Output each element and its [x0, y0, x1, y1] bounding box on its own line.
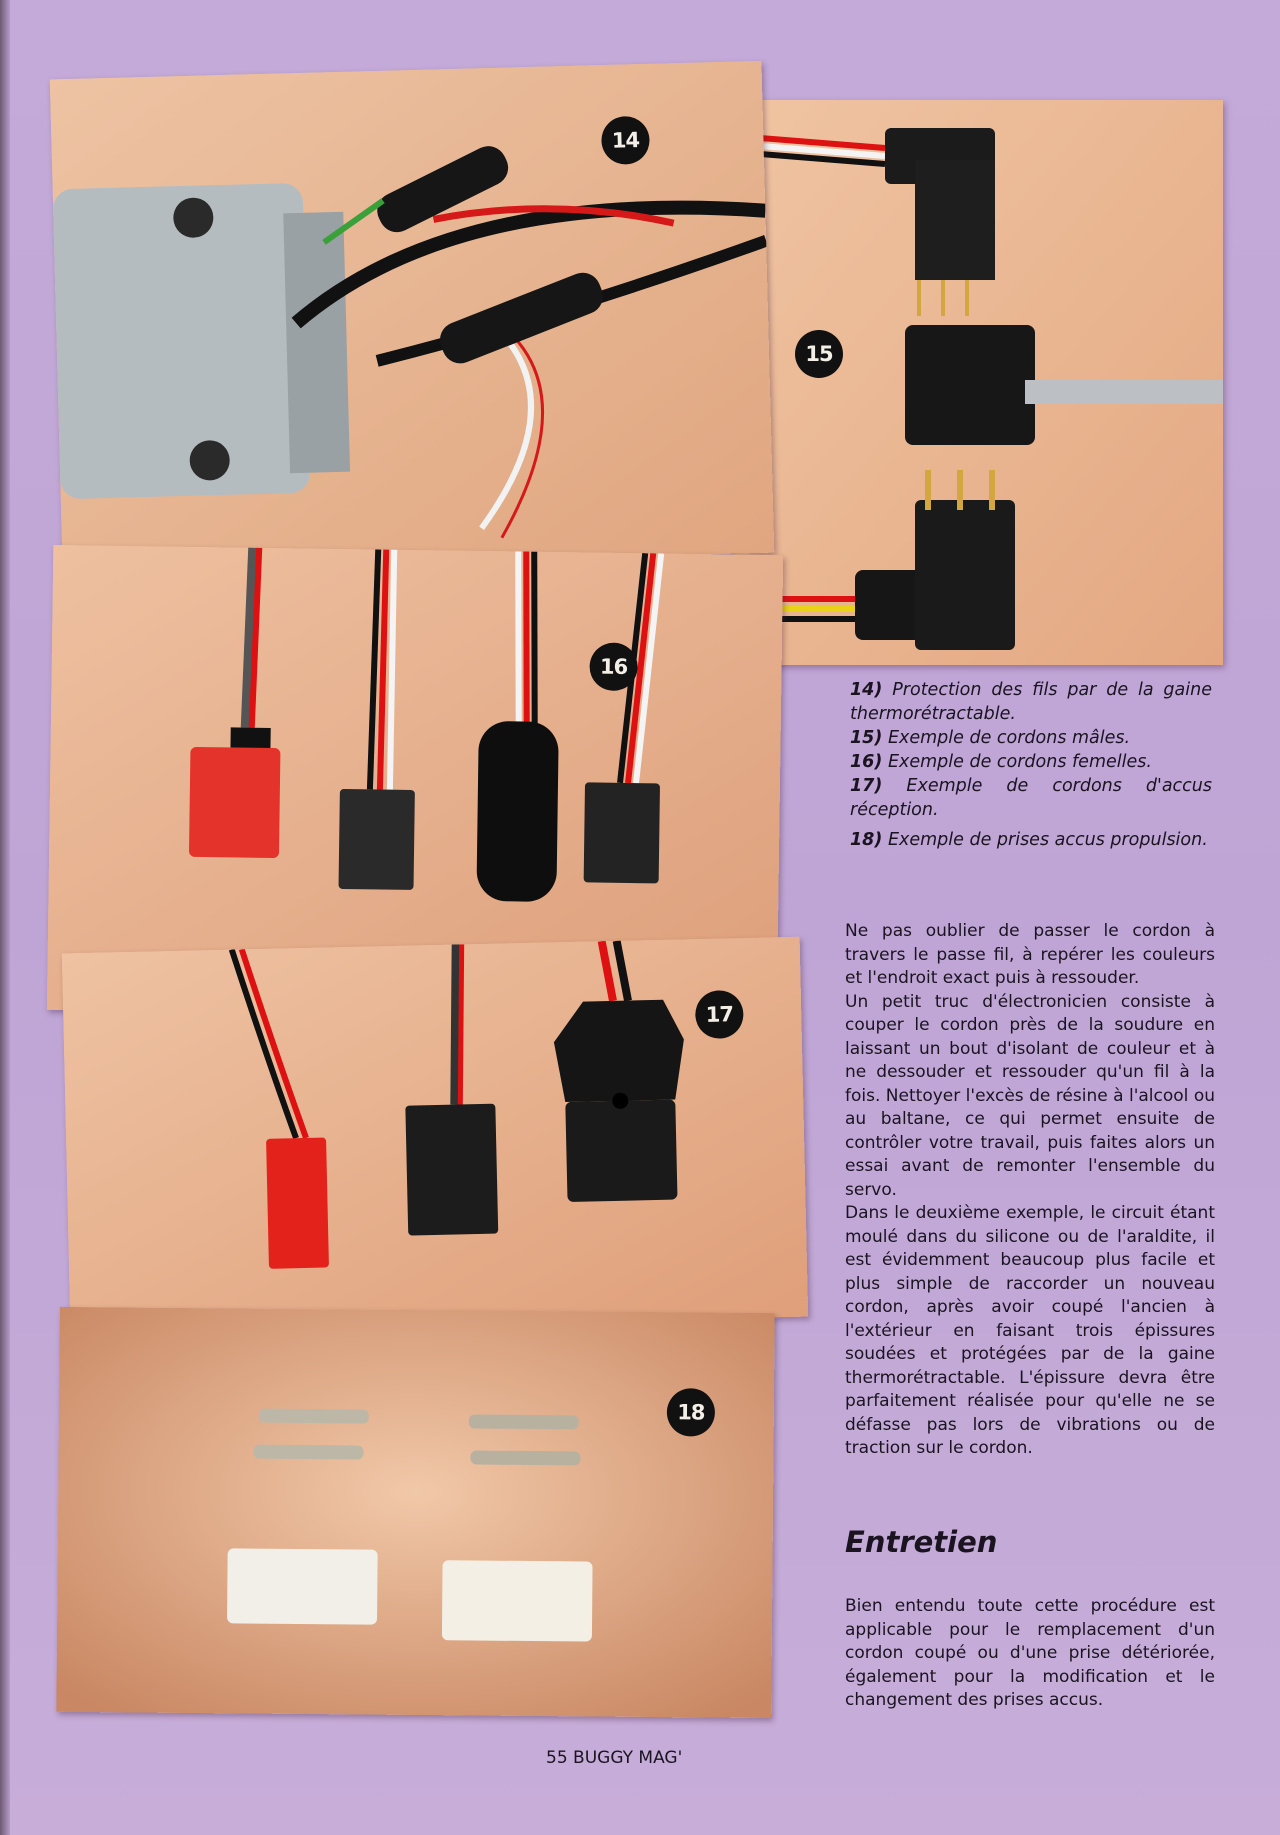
page-folio: 55 BUGGY MAG'	[546, 1748, 683, 1768]
section-heading: Entretien	[845, 1525, 998, 1559]
caption-17: 17) Exemple de cordons d'accus réception.	[850, 776, 1212, 820]
section-body	[845, 1595, 1215, 1713]
article-body	[845, 920, 1215, 1461]
body-paragraph: Bien entendu toute cette procédure est applicable pour le remplacement d'un cordon coupé ou d'une prise détériorée, également pour la modification et le changement des prises accus.	[845, 1596, 1215, 1710]
caption-16: 16) Exemple de cordons femelles.	[850, 752, 1152, 772]
body-paragraph: Dans le deuxième exemple, le circuit étant moulé dans du silicone ou de l'araldite, il est évidemment beaucoup plus facile et plus simple de raccorder un nouveau cordon, après avoir coupé l'ancien à l'extérieur en faisant trois épissures soudées et protégées par de la gaine thermorétractable. L'épissure devra être parfaitement réalisée pour qu'elle ne se défasse pas lors de vibrations ou de traction sur le cordon.	[845, 1203, 1215, 1458]
caption-18: 18) Exemple de prises accus propulsion.	[850, 830, 1208, 850]
caption-14: 14) Protection des fils par de la gaine thermorétractable.	[850, 680, 1212, 724]
caption-15: 15) Exemple de cordons mâles.	[850, 728, 1131, 748]
figure-number-badge: 14	[601, 116, 650, 165]
photo-15-male-connectors	[735, 100, 1223, 665]
figure-captions	[850, 678, 1212, 852]
figure-number-badge: 17	[695, 990, 744, 1039]
photo-18-propulsion-battery-plugs	[56, 1307, 775, 1718]
figure-number-badge: 18	[667, 1388, 715, 1436]
photo-17-receiver-battery-connectors	[62, 937, 808, 1334]
figure-number-badge: 16	[589, 642, 638, 691]
photo-14-heatshrink-wires	[50, 61, 775, 571]
body-paragraph: Ne pas oublier de passer le cordon à travers le passe fil, à repérer les couleurs et l'endroit exact puis à ressouder.	[845, 921, 1215, 988]
body-paragraph: Un petit truc d'électronicien consiste à couper le cordon près de la soudure en laissant un bout d'isolant de couleur et à ne dessouder et ressouder qu'un fil à la fois. Nettoyer l'excès de résine à l'alcool ou au baltane, ce qui permet ensuite de contrôler votre travail, puis faites alors un essai avant de remonter l'ensemble du servo.	[845, 991, 1215, 1200]
binding-spine	[0, 0, 10, 1835]
figure-number-badge: 15	[795, 330, 843, 378]
